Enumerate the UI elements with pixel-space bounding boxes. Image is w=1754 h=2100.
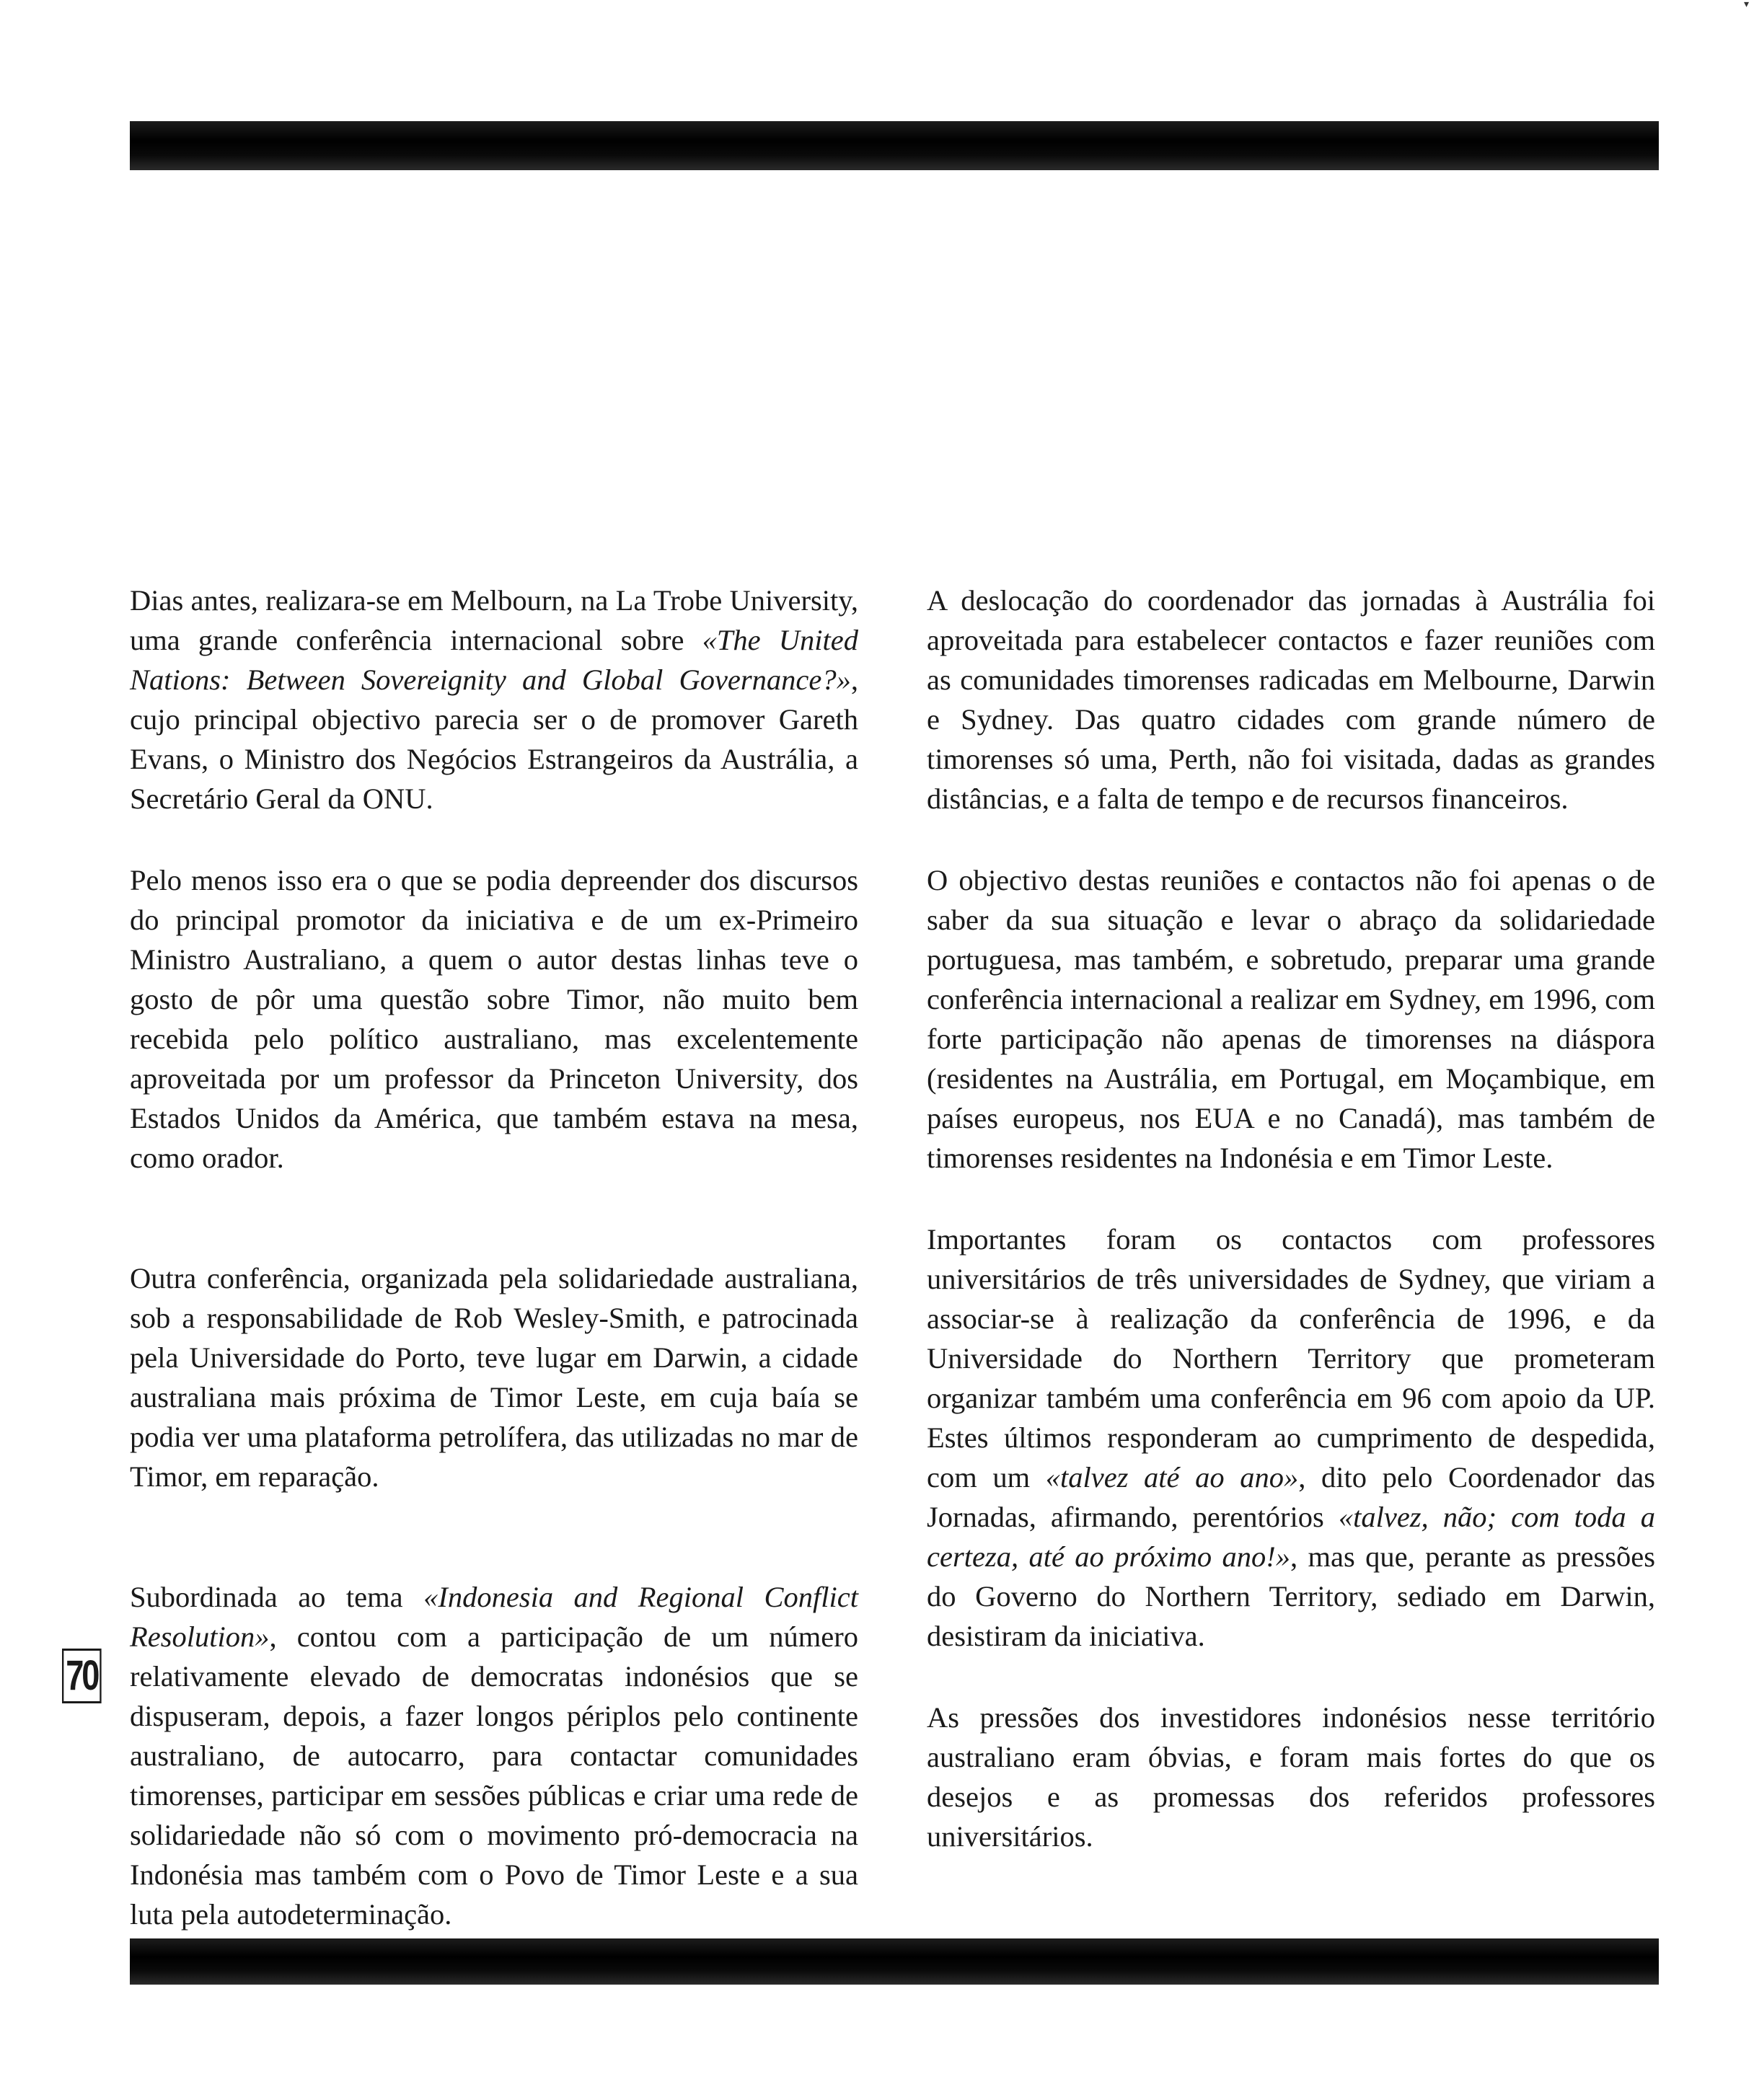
paragraph-coordinator-trip: A deslocação do coordenador das jornadas à Austrália foi aproveitada para estabelecer contactos e fazer reuniões com as comunidades timorenses radicadas em Melbourne, Darwin e Sydney. Das quatro cidades com grande número de timorenses só uma, Perth, não foi visitada, dadas as grandes distâncias, e a falta de tempo e de recursos financeiros. [927, 584, 1655, 815]
paragraph-text: , cujo principal objectivo parecia ser o de promover Gareth Evans, o Ministro dos Negócios Estrangeiros da Austrália, a Secretário Geral da ONU. [130, 663, 858, 815]
conference-title: «The United Nations: Between Sovereignity and Global Governance?» [130, 624, 858, 696]
paragraph-text: Importantes foram os contactos com professores universitários de três universidades de Sydney, que viriam a associar-se à realização da conferência de 1996, e da Universidade do Northern Territory que prometeram organizar também uma conferência em 96 com apoio da UP. Estes últimos responderam ao cumprimento de despedida, com um [927, 1223, 1655, 1494]
paragraph-text: Dias antes, realizara-se em Melbourn, na La Trobe University, uma grande conferência internacional sobre [130, 584, 858, 656]
quote-farewell: «talvez até ao ano» [1045, 1461, 1299, 1494]
paragraph-objective: O objectivo destas reuniões e contactos não foi apenas o de saber da sua situação e levar o abraço da solidariedade portuguesa, mas também, e sobretudo, preparar uma grande conferência internacional a realizar em Sydney, em 1996, com forte participação não apenas de timorenses na diáspora (residentes na Austrália, em Portugal, em Moçambique, em países europeus, nos EUA e no Canadá), mas também de timorenses residentes na Indonésia e em Timor Leste. [927, 864, 1655, 1174]
right-column [927, 581, 1655, 1856]
header-bar [130, 121, 1659, 170]
left-column [130, 581, 858, 1934]
paragraph-university-contacts [927, 1219, 1655, 1656]
corner-mark-icon: ▾ [1744, 0, 1750, 10]
footer-bar [130, 1938, 1659, 1985]
paragraph-text: , dito pelo Coordenador das Jornadas, afirmando, perentórios [927, 1461, 1655, 1533]
conference-theme: «Indonesia and Regional Conflict Resolution» [130, 1581, 858, 1653]
paragraph-indonesia-theme [130, 1577, 858, 1934]
paragraph-text: , mas que, perante as pressões do Governo do Northern Territory, sediado em Darwin, desistiram da iniciativa. [927, 1540, 1655, 1652]
page-number: 70 [62, 1649, 102, 1703]
paragraph-darwin-conference: Outra conferência, organizada pela solidariedade australiana, sob a responsabilidade de Rob Wesley-Smith, e patrocinada pela Universidade do Porto, teve lugar em Darwin, a cidade australiana mais próxima de Timor Leste, em cuja baía se podia ver uma plataforma petrolífera, das utilizadas no mar de Timor, em reparação. [130, 1262, 858, 1493]
paragraph-text: Subordinada ao tema [130, 1581, 424, 1613]
paragraph-text: , contou com a participação de um número relativamente elevado de democratas indonésios que se dispuseram, depois, a fazer longos périplos pelo continente australiano, de autocarro, para contactar comunidades timorenses, participar em sessões públicas e criar uma rede de solidariedade não só com o movimento pró-democracia na Indonésia mas também com o Povo de Timor Leste e a sua luta pela autodeterminação. [130, 1620, 858, 1931]
paragraph-investor-pressure: As pressões dos investidores indonésios nesse território australiano eram óbvias, e foram mais fortes do que os desejos e as promessas dos referidos professores universitários. [927, 1701, 1655, 1853]
paragraph-speeches: Pelo menos isso era o que se podia depreender dos discursos do principal promotor da iniciativa e de um ex-Primeiro Ministro Australiano, a quem o autor destas linhas teve o gosto de pôr uma questão sobre Timor, não muito bem recebida pelo político australiano, mas excelentemente aproveitada por um professor da Princeton University, dos Estados Unidos da América, que também estava na mesa, como orador. [130, 864, 858, 1174]
paragraph-melbourne-conference [130, 581, 858, 819]
quote-reply: «talvez, não; com toda a certeza, até ao próximo ano!» [927, 1501, 1655, 1573]
